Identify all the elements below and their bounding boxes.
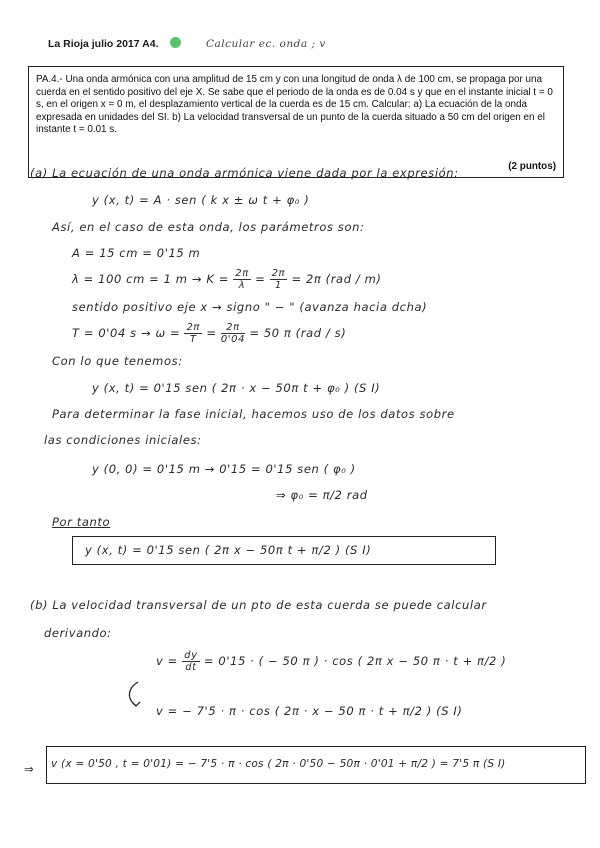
por-tanto: Por tanto <box>52 515 111 529</box>
problem-statement-box <box>28 66 564 178</box>
fraction-dy-dt: $\frac{dy}{dt}$ <box>184 650 198 673</box>
amplitude-line: A = 15 cm = 0'15 m <box>72 246 201 260</box>
final-velocity-box <box>46 746 586 784</box>
solution-b-intro: (b) La velocidad transversal de un pto de esta cuerda se puede calcular <box>30 598 487 612</box>
velocity-expression: v = − 7'5 · π · cos ( 2π · x − 50 π · t + π/2 ) (S I) <box>156 704 463 718</box>
period-line: T = 0'04 s → ω = $\frac{2\pi}{T}$ = $\frac{2\pi}{0'04}$ = 50 π (rad / s) <box>72 322 347 345</box>
direction-line: sentido positivo eje x → signo " − " (avanza hacia dcha) <box>72 300 428 314</box>
derivando: derivando: <box>44 626 112 640</box>
wave-equation-with-phase: y (x, t) = 0'15 sen ( 2π · x − 50π t + φ₀ ) (S I) <box>92 381 381 395</box>
parameters-intro: Así, en el caso de esta onda, los parámetros son: <box>52 220 365 234</box>
fraction-2pi-1: $\frac{2\pi}{1}$ <box>271 268 286 291</box>
phase-intro-line1: Para determinar la fase inicial, hacemos uso de los datos sobre <box>52 407 455 421</box>
general-wave-equation: y (x, t) = A · sen ( k x ± ω t + φ₀ ) <box>92 193 310 207</box>
final-velocity-result: v (x = 0'50 , t = 0'01) = − 7'5 · π · cos ( 2π · 0'50 − 50π · 0'01 + π/2 ) = 7'5 π (S I) <box>51 758 506 770</box>
wavenumber-result: = 2π (rad / m) <box>291 272 382 286</box>
period-text: T = 0'04 s → ω = <box>72 326 181 340</box>
wavelength-text: λ = 100 cm = 1 m → K = <box>72 272 229 286</box>
problem-points: (2 puntos) <box>508 160 556 172</box>
final-wave-equation-box <box>72 536 496 565</box>
green-dot-icon <box>170 37 181 48</box>
angular-frequency-result: = 50 π (rad / s) <box>249 326 347 340</box>
document-title: La Rioja julio 2017 A4. <box>48 38 159 50</box>
initial-condition-line: y (0, 0) = 0'15 m → 0'15 = 0'15 sen ( φ₀ ) <box>92 462 356 476</box>
solution-a-intro: (a) La ecuación de una onda armónica viene dada por la expresión: <box>30 166 459 180</box>
velocity-derivative-expression: = 0'15 · ( − 50 π ) · cos ( 2π x − 50 π · t + π/2 ) <box>203 654 507 668</box>
velocity-symbol: v = <box>156 654 178 668</box>
fraction-2pi-004: $\frac{2\pi}{0'04}$ <box>220 322 246 345</box>
wavelength-line: λ = 100 cm = 1 m → K = $\frac{2\pi}{\lambda}$ = $\frac{2\pi}{1}$ = 2π (rad / m) <box>72 268 382 291</box>
handwritten-note: Calcular ec. onda ; v <box>206 38 326 50</box>
final-wave-equation: y (x, t) = 0'15 sen ( 2π x − 50π t + π/2 ) (S I) <box>85 543 372 557</box>
phase-intro-line2: las condiciones iniciales: <box>44 433 202 447</box>
problem-text: PA.4.- Una onda armónica con una amplitud de 15 cm y con una longitud de onda λ de 100 cm, se propaga por una cuerda en el sentido positivo del eje X. Se sabe que el periodo de la onda es de 0.04 s y que en el instante inicial t = 0 s, en el origen x = 0 m, el desplazamiento vertical de la cuerda es de 15 cm. Calcular: a) La ecuación de la onda expresada en unidades del SI. b) La velocidad transversal de un punto de la cuerda situado a 50 cm del origen en el instante t = 0.01 s. <box>36 74 553 135</box>
velocity-derivative-line <box>156 650 506 673</box>
fraction-2pi-lambda: $\frac{2\pi}{\lambda}$ <box>235 268 249 291</box>
fraction-2pi-T: $\frac{2\pi}{T}$ <box>186 322 201 345</box>
implies-arrow: ⇒ <box>24 762 35 776</box>
con-lo-que-tenemos: Con lo que tenemos: <box>52 354 183 368</box>
curved-arrow-icon <box>124 680 148 710</box>
initial-phase-result: ⇒ φ₀ = π/2 rad <box>276 488 368 502</box>
